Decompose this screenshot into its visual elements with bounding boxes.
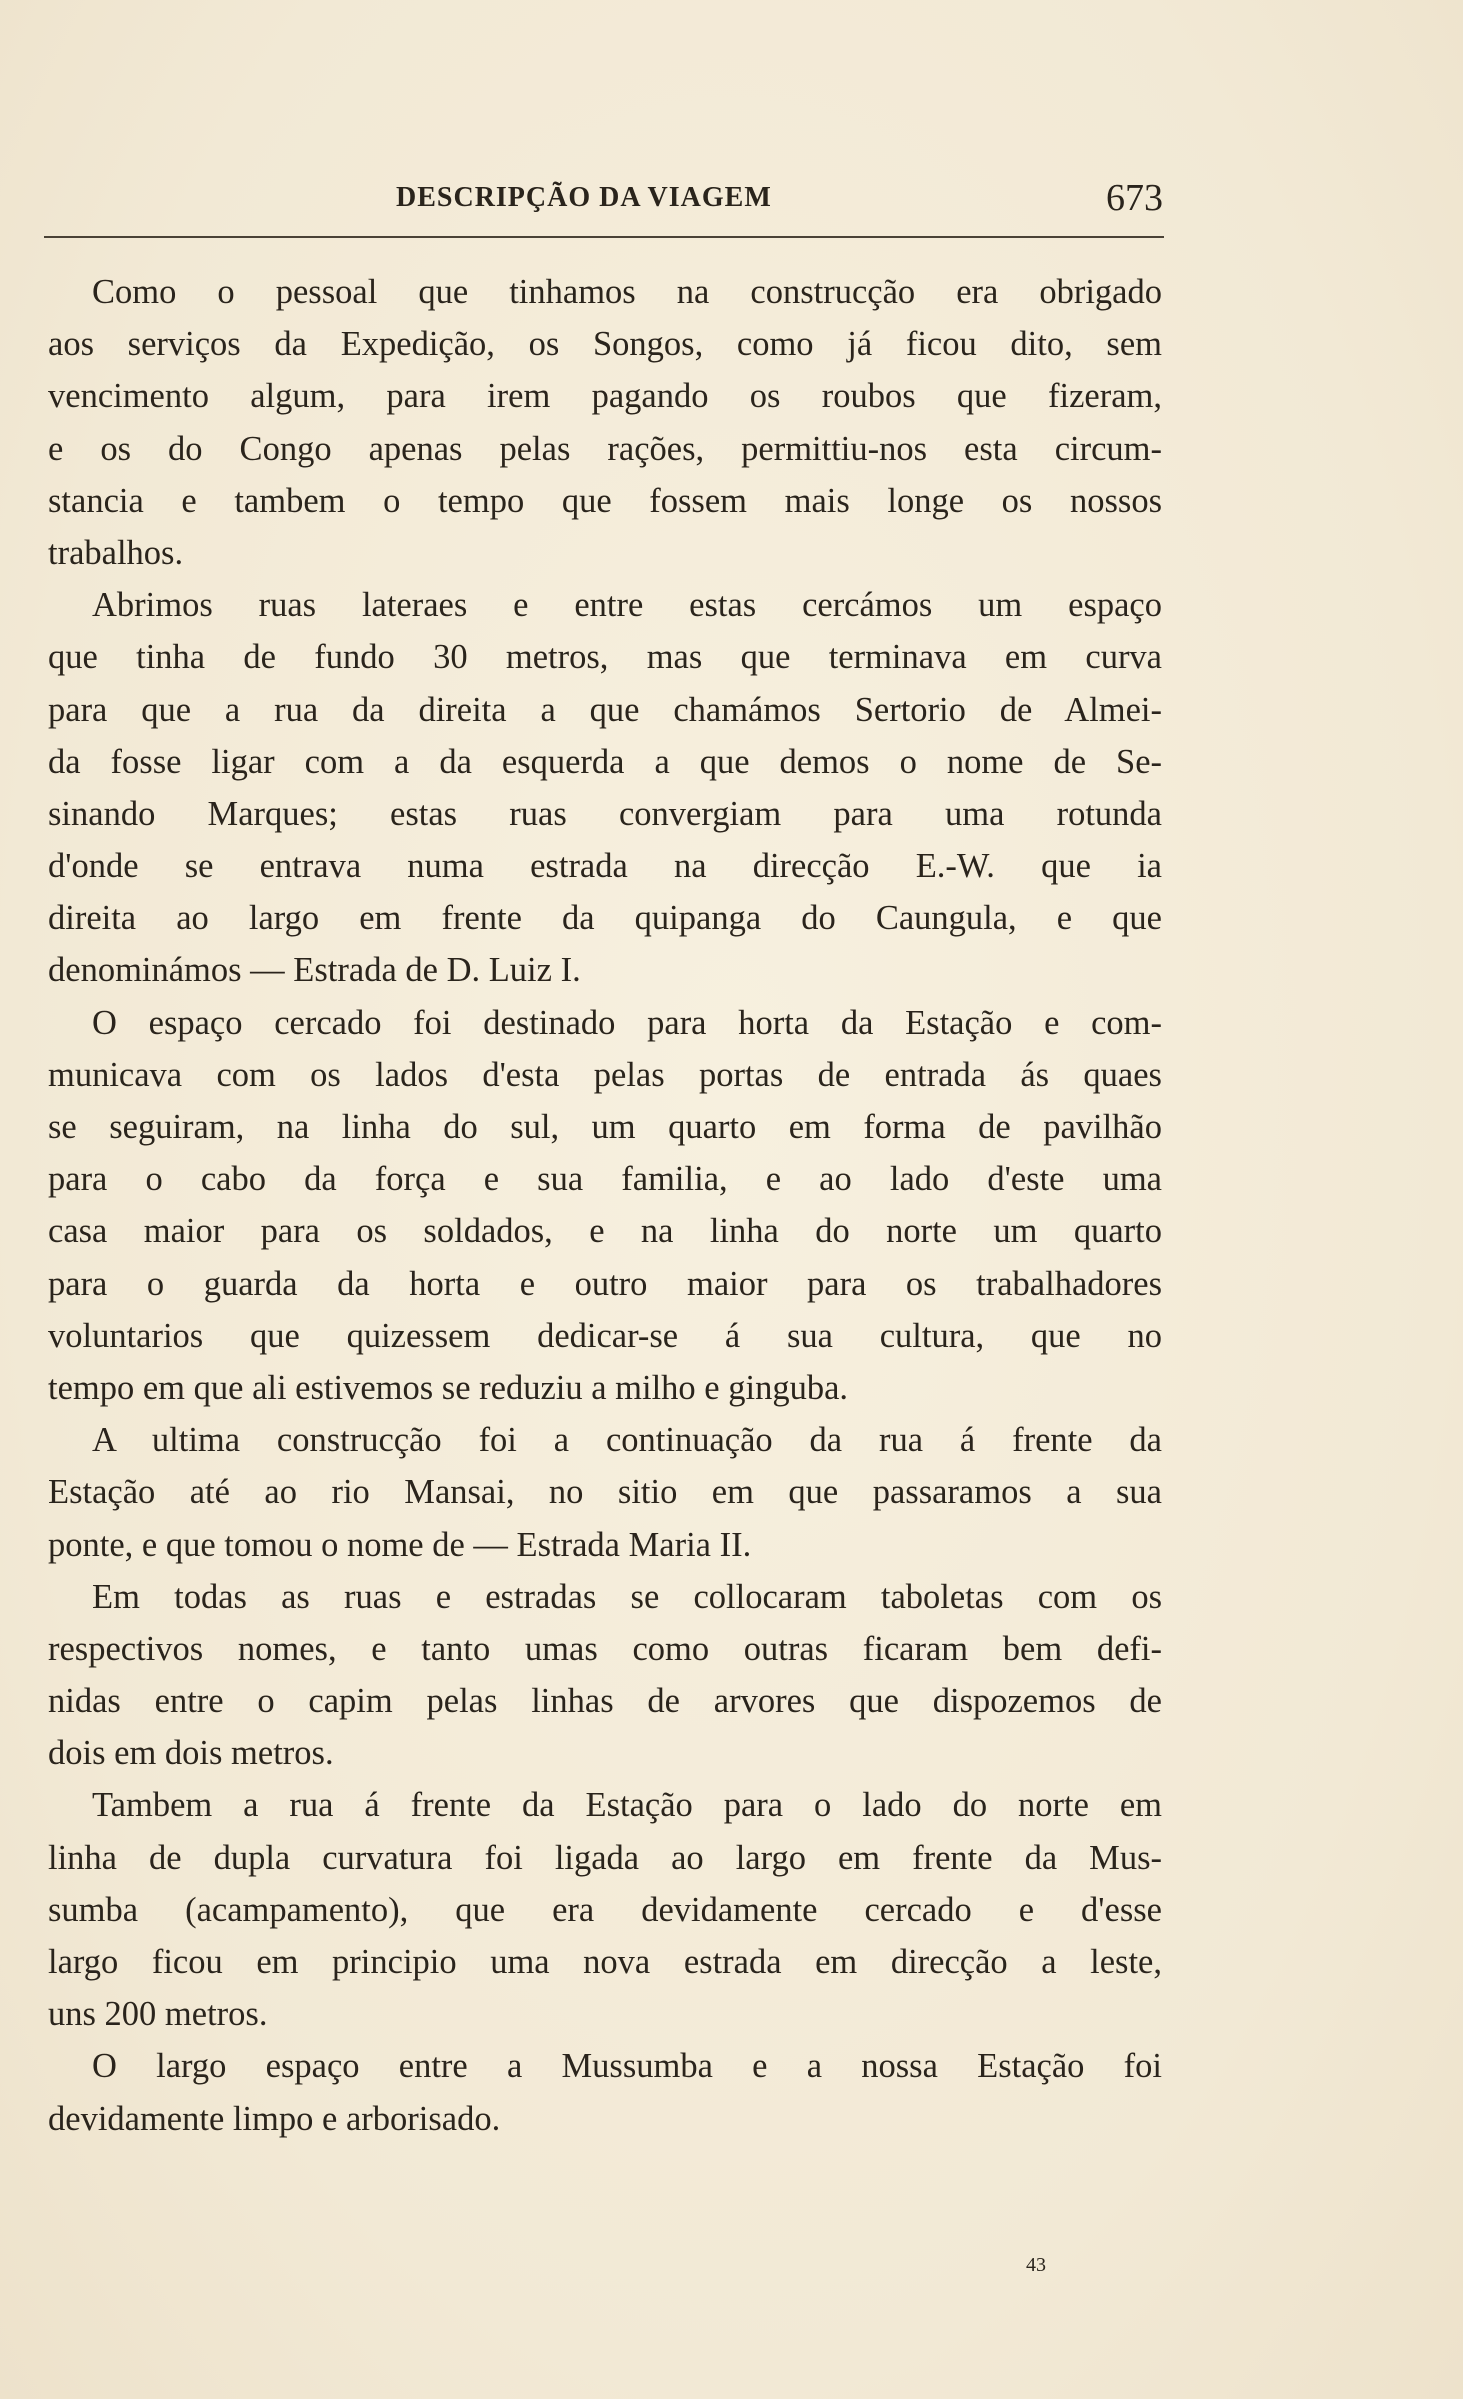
paragraph — [48, 997, 1162, 1415]
text-line: municava com os lados d'esta pelas portas de entrada ás quaes — [48, 1055, 1162, 1094]
text-line: Estação até ao rio Mansai, no sitio em que passaramos a sua — [48, 1473, 1162, 1512]
text-line: d'onde se entrava numa estrada na direcção E.-W. que ia — [48, 847, 1162, 886]
text-line: sumba (acampamento), que era devidamente cercado e d'esse — [48, 1890, 1162, 1929]
text-line: para o guarda da horta e outro maior para os trabalhadores — [48, 1264, 1162, 1303]
paragraph — [48, 1571, 1162, 1780]
text-line: da fosse ligar com a da esquerda a que demos o nome de Se- — [48, 742, 1162, 781]
running-title: DESCRIPÇÃO DA VIAGEM — [396, 182, 772, 213]
text-line: para que a rua da direita a que chamámos Sertorio de Almei- — [48, 690, 1162, 729]
paragraph — [48, 579, 1162, 997]
page-number: 673 — [1106, 177, 1163, 219]
text-line: vencimento algum, para irem pagando os roubos que fizeram, — [48, 377, 1162, 416]
body-text — [48, 266, 1162, 2145]
text-line: casa maior para os soldados, e na linha do norte um quarto — [48, 1212, 1162, 1251]
text-line: tempo em que ali estivemos se reduziu a milho e ginguba. — [48, 1368, 849, 1407]
text-line: devidamente limpo e arborisado. — [48, 2099, 501, 2138]
text-line: A ultima construcção foi a continuação da rua á frente da — [92, 1421, 1162, 1460]
text-line: aos serviços da Expedição, os Songos, como já ficou dito, sem — [48, 325, 1162, 364]
text-line: para o cabo da força e sua familia, e ao lado d'este uma — [48, 1160, 1162, 1199]
text-line: sinando Marques; estas ruas convergiam para uma rotunda — [48, 794, 1162, 833]
text-line: Como o pessoal que tinhamos na construcção era obrigado — [92, 273, 1162, 311]
header-rule — [44, 236, 1164, 238]
text-line: ponte, e que tomou o nome de — Estrada Maria II. — [48, 1525, 752, 1564]
text-line: dois em dois metros. — [48, 1734, 334, 1773]
text-line: O espaço cercado foi destinado para horta da Estação e com- — [92, 1003, 1162, 1042]
text-line: Em todas as ruas e estradas se collocaram taboletas com os — [92, 1577, 1162, 1616]
text-line: respectivos nomes, e tanto umas como outras ficaram bem defi- — [48, 1629, 1162, 1668]
text-line: Tambem a rua á frente da Estação para o lado do norte em — [92, 1786, 1162, 1825]
text-line: linha de dupla curvatura foi ligada ao largo em frente da Mus- — [48, 1838, 1162, 1877]
paragraph — [48, 2040, 1162, 2144]
text-line: se seguiram, na linha do sul, um quarto em forma de pavilhão — [48, 1108, 1162, 1146]
text-line: nidas entre o capim pelas linhas de arvores que dispozemos de — [48, 1682, 1162, 1721]
printer-signature-mark: 43 — [1026, 2254, 1046, 2276]
text-line: largo ficou em principio uma nova estrada em direcção a leste, — [48, 1943, 1162, 1981]
text-line: trabalhos. — [48, 533, 184, 572]
paragraph — [48, 1779, 1162, 2040]
paragraph — [48, 266, 1162, 579]
text-line: Abrimos ruas lateraes e entre estas cercámos um espaço — [92, 586, 1162, 625]
text-line: e os do Congo apenas pelas rações, permittiu-nos esta circum- — [48, 429, 1162, 468]
text-line: voluntarios que quizessem dedicar-se á sua cultura, que no — [48, 1316, 1162, 1355]
text-line: stancia e tambem o tempo que fossem mais longe os nossos — [48, 481, 1162, 520]
text-line: O largo espaço entre a Mussumba e a nossa Estação foi — [92, 2047, 1162, 2086]
page-header — [44, 176, 1164, 226]
text-line: direita ao largo em frente da quipanga do Caungula, e que — [48, 899, 1162, 938]
text-line: denominámos — Estrada de D. Luiz I. — [48, 951, 581, 990]
paragraph — [48, 1414, 1162, 1571]
text-line: uns 200 metros. — [48, 1995, 268, 2034]
text-line: que tinha de fundo 30 metros, mas que terminava em curva — [48, 638, 1162, 677]
